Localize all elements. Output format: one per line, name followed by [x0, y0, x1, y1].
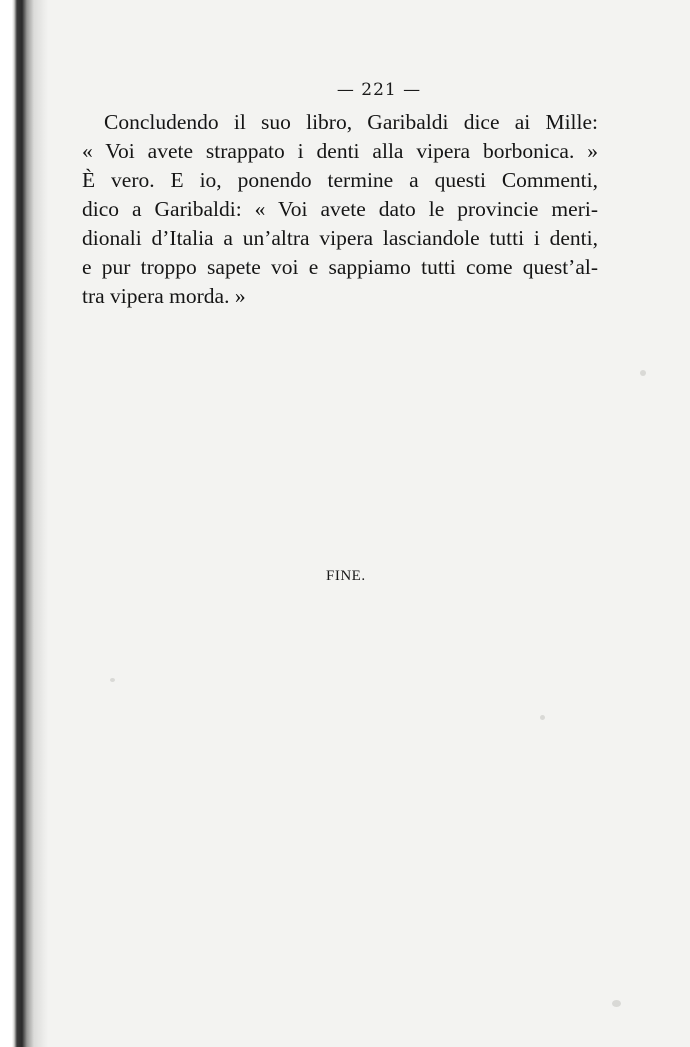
paper-speck	[110, 678, 115, 682]
paragraph-line: tra vipera morda. »	[82, 284, 246, 308]
paper-speck	[612, 1000, 621, 1007]
end-mark: FINE.	[326, 568, 366, 584]
paragraph-line: e pur troppo sapete voi e sappiamo tutti come quest’al-	[82, 255, 598, 279]
paper-speck	[540, 715, 545, 720]
paragraph-line: « Voi avete strappato i denti alla vipera borbonica. »	[82, 139, 598, 163]
page-number: — 221 —	[336, 80, 422, 100]
paragraph-line: dico a Garibaldi: « Voi avete dato le provincie meri-	[82, 197, 598, 221]
paragraph-line: È vero. E io, ponendo termine a questi Commenti,	[82, 168, 598, 192]
closing-paragraph	[82, 108, 598, 311]
paragraph-line: dionali d’Italia a un’altra vipera lasciandole tutti i denti,	[82, 226, 598, 250]
page-binding-edge	[0, 0, 48, 1047]
paper-speck	[640, 370, 646, 376]
paragraph-line: Concludendo il suo libro, Garibaldi dice ai Mille:	[104, 110, 598, 134]
